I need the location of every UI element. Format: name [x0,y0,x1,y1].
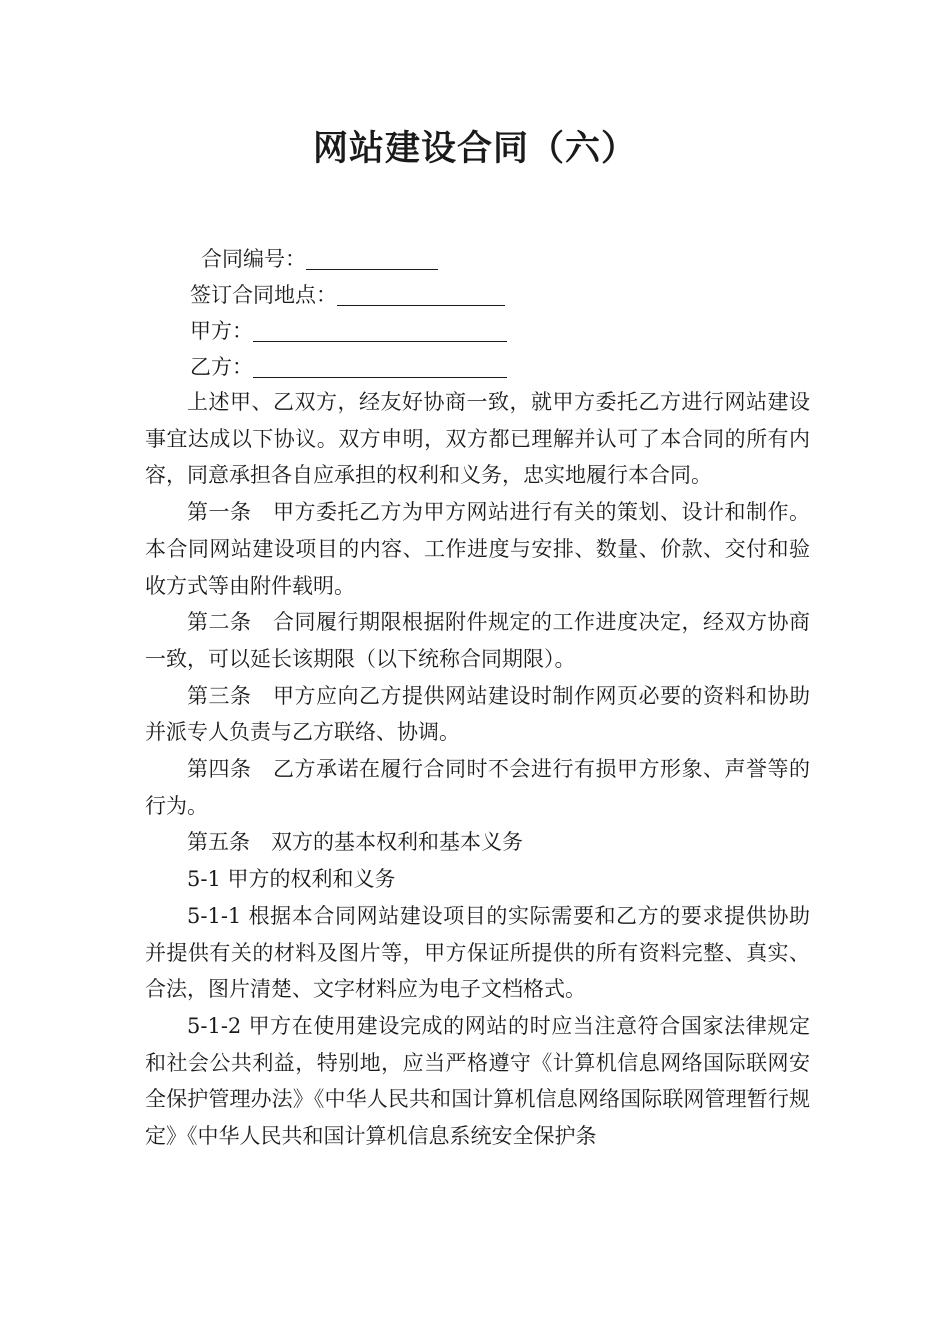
section-5-1-heading: 5-1 甲方的权利和义务 [187,867,396,892]
contract-number-label: 合同编号： [201,247,306,271]
party-a-label: 甲方： [190,319,253,343]
contract-body [145,384,810,1155]
preamble-paragraph: 上述甲、乙双方，经友好协商一致，就甲方委托乙方进行网站建设事宜达成以下协议。双方申明，双方都已理解并认可了本合同的所有内容，同意承担各自应承担的权利和义务，忠实地履行本合同。 [145,390,810,488]
signing-place-label: 签订合同地点： [190,283,337,307]
article-3-paragraph: 第三条 甲方应向乙方提供网站建设时制作网页必要的资料和协助并派专人负责与乙方联络、协调。 [145,683,810,745]
signing-place-line [190,277,505,313]
signing-place-blank[interactable] [337,281,505,306]
document-title: 网站建设合同（六） [312,129,637,169]
party-b-blank[interactable] [253,353,507,378]
party-b-line [190,349,507,385]
clause-5-1-2-paragraph: 5-1-2 甲方在使用建设完成的网站的时应当注意符合国家法律规定和社会公共利益，特别地，应当严格遵守《计算机信息网络国际联网安全保护管理办法》《中华人民共和国计算机信息网络国际联网管理暂行规定》《中华人民共和国计算机信息系统安全保护条 [145,1013,810,1149]
article-4-paragraph: 第四条 乙方承诺在履行合同时不会进行有损甲方形象、声誉等的行为。 [145,757,810,818]
clause-5-1-1-paragraph: 5-1-1 根据本合同网站建设项目的实际需要和乙方的要求提供协助并提供有关的材料及图片等，甲方保证所提供的所有资料完整、真实、合法，图片清楚、文字材料应为电子文档格式。 [145,903,810,1002]
party-a-line [190,313,507,349]
contract-number-line [201,241,438,277]
contract-number-blank[interactable] [306,245,438,270]
article-2-paragraph: 第二条 合同履行期限根据附件规定的工作进度决定，经双方协商一致，可以延长该期限（以下统称合同期限）。 [145,610,810,671]
party-b-label: 乙方： [190,355,253,379]
article-1-paragraph: 第一条 甲方委托乙方为甲方网站进行有关的策划、设计和制作。本合同网站建设项目的内容、工作进度与安排、数量、价款、交付和验收方式等由附件载明。 [145,500,810,598]
party-a-blank[interactable] [253,317,507,342]
article-5-heading: 第五条 双方的基本权利和基本义务 [187,830,523,855]
